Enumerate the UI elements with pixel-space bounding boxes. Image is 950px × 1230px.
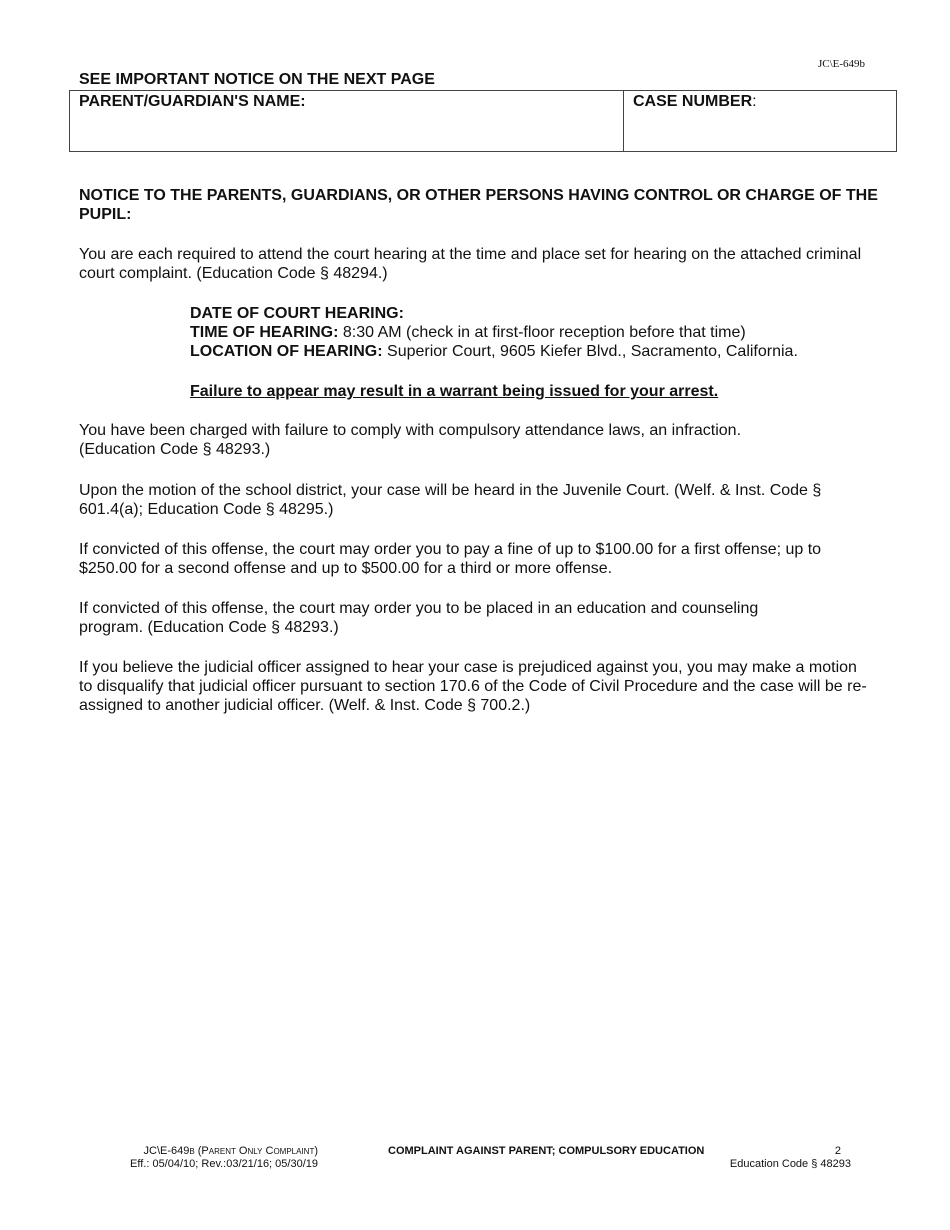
form-code: JC\E-649b — [818, 58, 866, 70]
page-number: 2 — [834, 1145, 841, 1157]
footer-form-id: JC\E-649b (Parent Only Complaint) — [143, 1145, 318, 1157]
footer-dates: Eff.: 05/04/10; Rev.:03/21/16; 05/30/19 — [130, 1158, 318, 1170]
footer-code: Education Code § 48293 — [729, 1158, 851, 1170]
footer-right — [700, 1145, 851, 1171]
warrant-warning: Failure to appear may result in a warrant being issued for your arrest. — [190, 383, 719, 400]
paragraph-disqualify: If you believe the judicial officer assigned to hear your case is prejudiced against you, you may make a motion to disqualify that judicial officer pursuant to section 170.6 of the Code of Civil Procedure and the case will be re-assigned to another judicial officer. (Welf. & Inst. Code § 700.2.) — [79, 659, 867, 714]
hearing-time-value: 8:30 AM (check in at first-floor reception before that time) — [338, 324, 746, 341]
attend-paragraph: You are each required to attend the court hearing at the time and place set for hearing on the attached criminal court complaint. (Education Code § 48294.) — [79, 246, 862, 282]
footer-left — [90, 1145, 318, 1171]
hearing-location-value: Superior Court, 9605 Kiefer Blvd., Sacramento, California. — [382, 343, 798, 360]
paragraph-program: If convicted of this offense, the court may order you to be placed in an education and counseling program. (Education Code § 48293.) — [79, 600, 759, 636]
paragraph-juvenile-court: Upon the motion of the school district, your case will be heard in the Juvenile Court. (Welf. & Inst. Code § 601.4(a); Education Code § 48295.) — [79, 482, 822, 518]
hearing-date-label: DATE OF COURT HEARING: — [190, 305, 404, 322]
case-number-label — [633, 92, 757, 111]
hearing-location — [190, 342, 798, 361]
hearing-time — [190, 323, 798, 342]
parent-name-label: PARENT/GUARDIAN'S NAME: — [79, 93, 306, 110]
box-divider — [623, 91, 624, 151]
paragraph-fine: If convicted of this offense, the court may order you to pay a fine of up to $100.00 for a first offense; up to $250.00 for a second offense and up to $500.00 for a third or more offense. — [79, 541, 822, 577]
header-box — [69, 90, 897, 152]
top-notice: SEE IMPORTANT NOTICE ON THE NEXT PAGE — [79, 71, 435, 88]
hearing-details — [190, 304, 798, 361]
notice-heading: NOTICE TO THE PARENTS, GUARDIANS, OR OTHER PERSONS HAVING CONTROL OR CHARGE OF THE PUPIL: — [79, 187, 878, 223]
footer-title: COMPLAINT AGAINST PARENT; COMPULSORY EDUCATION — [388, 1145, 705, 1157]
hearing-time-label: TIME OF HEARING: — [190, 324, 339, 341]
case-number-colon: : — [752, 93, 757, 110]
case-number-text: CASE NUMBER — [633, 93, 753, 110]
hearing-location-label: LOCATION OF HEARING: — [190, 343, 383, 360]
paragraph-charge: You have been charged with failure to comply with compulsory attendance laws, an infraction. (Education Code § 48293.) — [79, 422, 742, 458]
